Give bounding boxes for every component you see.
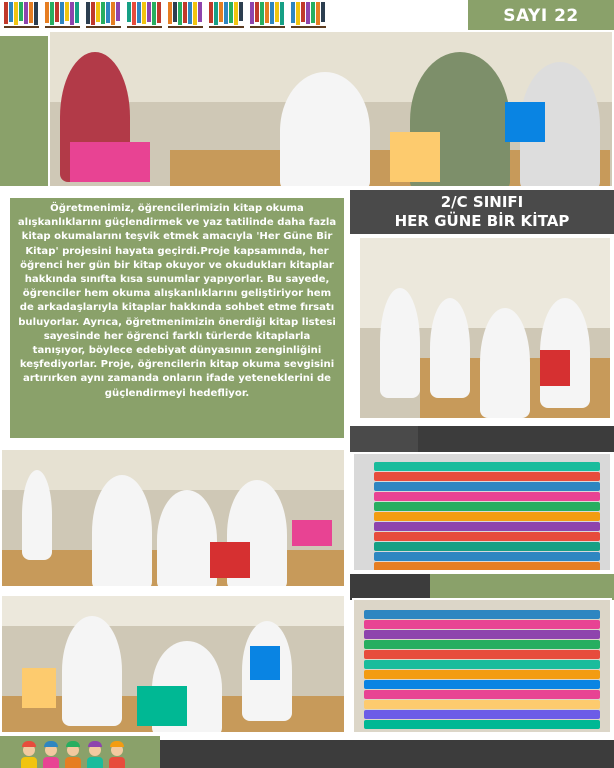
book-spines-1 [374, 462, 600, 572]
child-figure [20, 744, 38, 768]
child-figure [64, 744, 82, 768]
classroom-photo-left-2 [0, 594, 346, 734]
article-text: Öğretmenimiz, öğrencilerimizin kitap okuma alışkanlıklarını güçlendirmek ve yaz tatilinde daha fazla kitap okumalarını teşvik etmek amacıyla 'Her Güne Bir Kitap' projesini hayata geçirdi.Proje kapsamında, her öğrenci her gün bir kitap okuyor ve okudukları kitaplar hakkında sınıfta kısa sunumlar yapıyorlar. Bu sayede, öğrenciler hem okuma alışkanlıklarını geliştiriyor hem de arkadaşlarıyla kitaplar hakkında sohbet etme fırsatı buluyorlar. Ayrıca, öğretmenimizin önerdiği kitap listesi sayesinde her öğrenci farklı türlerde kitaplarla tanışıyor, böylece edebiyat dünyasının zenginliğini keşfediyorlar. Proje, öğrencilerin kitap okuma sevgisini artırırken aynı zamanda onların ifade yeteneklerini de güçlendirmeyi hedefliyor. [10, 198, 344, 438]
classroom-photo-left-1 [0, 448, 346, 588]
issue-label: SAYI 22 [472, 2, 610, 30]
classroom-photo-top [48, 30, 614, 188]
right-green-bar-2 [430, 574, 614, 600]
footer-children-decoration [20, 740, 140, 768]
right-dark-bar-2 [350, 574, 430, 600]
child-figure [86, 744, 104, 768]
books-photo-1 [352, 452, 612, 572]
right-dark-bar-tab [350, 426, 418, 452]
page-title [350, 190, 614, 234]
title-line-1: 2/C SINIFI [440, 193, 524, 211]
footer-dark-bar [160, 740, 614, 768]
title-line-2: HER GÜNE BİR KİTAP [394, 212, 570, 230]
book-spines-2 [364, 610, 600, 730]
bookshelf-decoration [4, 2, 468, 28]
books-photo-2 [352, 598, 612, 734]
left-accent-band [0, 36, 50, 186]
child-figure [108, 744, 126, 768]
child-figure [42, 744, 60, 768]
classroom-photo-right [358, 236, 612, 420]
